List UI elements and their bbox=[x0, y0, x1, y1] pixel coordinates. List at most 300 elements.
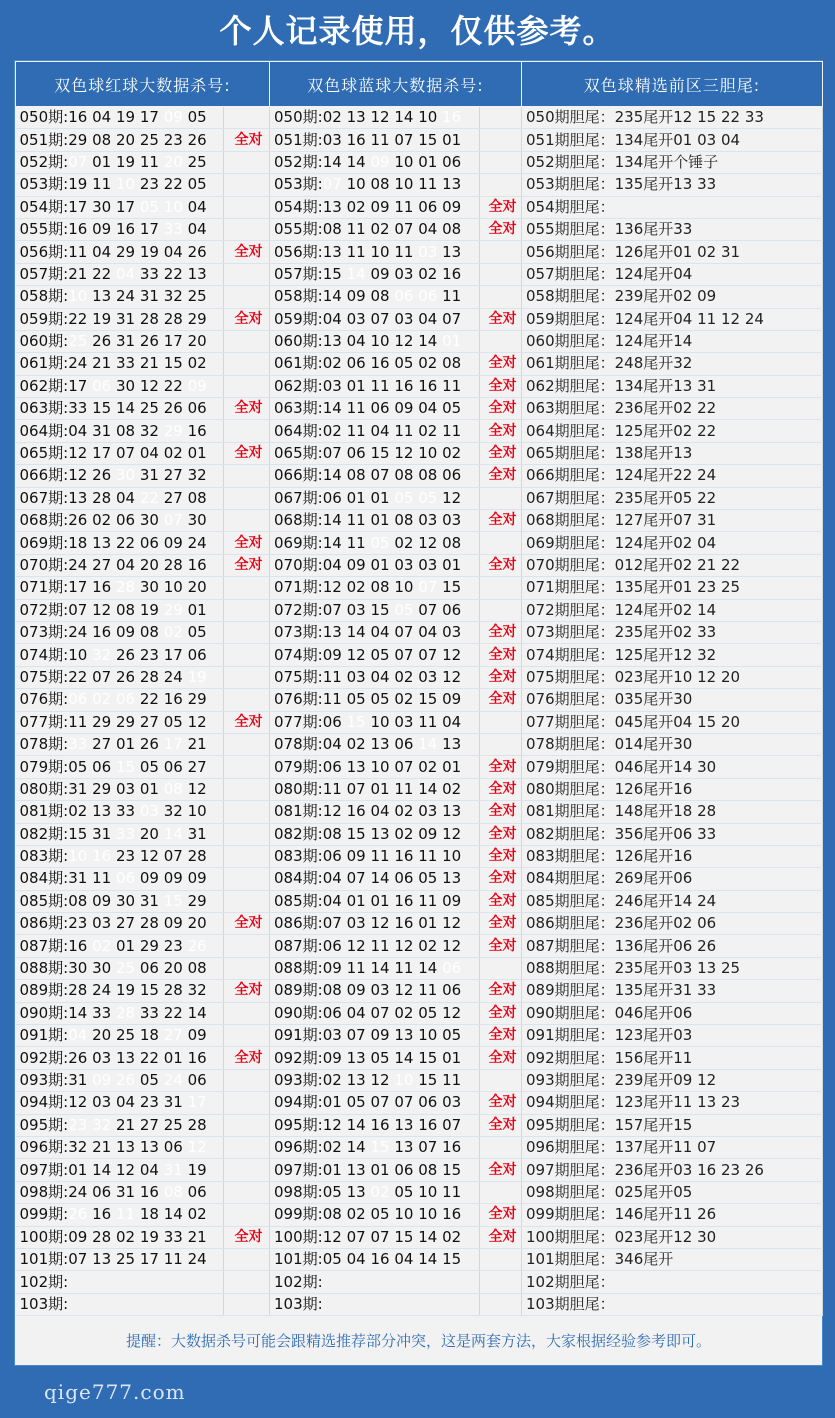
red-issue-label: 071期: bbox=[19, 578, 69, 597]
table-row bbox=[16, 1002, 823, 1024]
red-kill-number: 19 bbox=[187, 667, 207, 686]
red-kill-number: 14 bbox=[68, 1003, 88, 1022]
red-kill-number: 06 bbox=[187, 399, 207, 418]
blue-kill-cell bbox=[270, 890, 480, 912]
red-kill-number: 31 bbox=[115, 332, 136, 351]
red-kill-number: 16 bbox=[187, 556, 207, 574]
blue-kill-number: 10 bbox=[418, 1026, 438, 1045]
red-kill-number: 27 bbox=[163, 466, 183, 485]
red-kill-cell bbox=[16, 151, 224, 173]
table-row bbox=[16, 1248, 823, 1270]
red-kill-cell bbox=[16, 353, 224, 375]
blue-issue-label: 083期: bbox=[274, 847, 323, 866]
blue-kill-cell bbox=[270, 442, 480, 464]
tail-pick-cell: 074期胆尾：125尾开12 32 bbox=[522, 644, 823, 666]
blue-kill-number: 15 bbox=[418, 1048, 438, 1067]
table-row bbox=[16, 868, 823, 890]
red-kill-number: 15 bbox=[139, 981, 159, 1000]
red-kill-number: 31 bbox=[68, 1070, 88, 1089]
red-kill-number: 30 bbox=[115, 891, 136, 910]
blue-kill-cell bbox=[270, 465, 480, 487]
blue-kill-number: 02 bbox=[370, 1182, 390, 1201]
red-kill-number: 11 bbox=[92, 869, 112, 888]
red-kill-number: 30 bbox=[92, 959, 112, 978]
blue-all-correct-mark: 全对 bbox=[480, 196, 522, 218]
red-kill-cell bbox=[16, 1204, 224, 1226]
red-issue-label: 066期: bbox=[19, 466, 69, 485]
blue-kill-number: 09 bbox=[370, 264, 390, 283]
blue-kill-number: 04 bbox=[418, 399, 438, 418]
red-all-correct-mark bbox=[224, 599, 270, 621]
blue-issue-label: 096期: bbox=[274, 1138, 323, 1157]
tail-pick-cell: 065期胆尾：138尾开13 bbox=[522, 442, 823, 464]
red-kill-cell bbox=[16, 308, 224, 330]
red-kill-number: 31 bbox=[92, 421, 112, 440]
blue-kill-number: 02 bbox=[322, 108, 342, 127]
blue-all-correct-mark: 全对 bbox=[480, 554, 522, 576]
table-row bbox=[16, 801, 823, 823]
blue-kill-number: 06 bbox=[322, 757, 342, 776]
red-kill-number: 31 bbox=[68, 779, 88, 798]
red-issue-label: 055期: bbox=[19, 220, 69, 239]
blue-kill-number: 07 bbox=[346, 1026, 366, 1045]
blue-kill-number: 16 bbox=[394, 891, 414, 910]
red-kill-number: 27 bbox=[163, 1026, 183, 1045]
tail-pick-cell: 079期胆尾：046尾开14 30 bbox=[522, 756, 823, 778]
red-kill-number: 27 bbox=[187, 757, 207, 776]
blue-all-correct-mark: 全对 bbox=[480, 1002, 522, 1024]
blue-kill-number: 07 bbox=[394, 623, 414, 642]
tail-pick-cell: 072期胆尾：124尾开02 14 bbox=[522, 599, 823, 621]
table-row bbox=[16, 151, 823, 173]
red-kill-number: 04 bbox=[115, 1093, 136, 1112]
red-kill-number: 08 bbox=[92, 130, 112, 149]
red-kill-number: 15 bbox=[92, 399, 112, 418]
blue-kill-number: 05 bbox=[370, 1048, 390, 1067]
blue-all-correct-mark: 全对 bbox=[480, 689, 522, 711]
red-kill-number: 23 bbox=[68, 1115, 88, 1134]
blue-issue-label: 072期: bbox=[274, 600, 323, 619]
blue-kill-number: 10 bbox=[370, 757, 390, 776]
blue-kill-cell bbox=[270, 577, 480, 599]
red-all-correct-mark bbox=[224, 890, 270, 912]
red-kill-number: 02 bbox=[68, 802, 88, 821]
red-kill-number: 14 bbox=[115, 399, 136, 418]
blue-kill-number: 06 bbox=[418, 1093, 438, 1112]
red-kill-number: 08 bbox=[187, 488, 207, 507]
blue-kill-number: 04 bbox=[346, 1250, 366, 1269]
red-kill-number: 04 bbox=[92, 108, 112, 127]
table-row bbox=[16, 890, 823, 912]
tail-pick-cell: 087期胆尾：136尾开06 26 bbox=[522, 935, 823, 957]
red-kill-number: 06 bbox=[187, 1182, 207, 1201]
blue-kill-number: 08 bbox=[322, 824, 342, 843]
blue-kill-number: 13 bbox=[394, 1138, 414, 1157]
blue-kill-number: 16 bbox=[418, 376, 438, 395]
red-kill-number: 23 bbox=[163, 130, 183, 149]
blue-kill-number: 04 bbox=[346, 332, 366, 351]
blue-kill-number: 06 bbox=[442, 600, 462, 619]
blue-all-correct-mark: 全对 bbox=[480, 913, 522, 935]
red-all-correct-mark bbox=[224, 1136, 270, 1158]
blue-kill-number: 01 bbox=[370, 779, 390, 798]
red-all-correct-mark bbox=[224, 1271, 270, 1293]
table-row bbox=[16, 308, 823, 330]
table-row bbox=[16, 778, 823, 800]
table-row bbox=[16, 957, 823, 979]
blue-kill-number: 10 bbox=[442, 847, 462, 866]
blue-kill-number: 13 bbox=[370, 824, 390, 843]
red-kill-number: 03 bbox=[92, 1093, 112, 1112]
blue-kill-number: 06 bbox=[346, 444, 366, 463]
red-issue-label: 074期: bbox=[19, 645, 69, 664]
blue-kill-cell bbox=[270, 711, 480, 733]
red-kill-number: 22 bbox=[163, 376, 183, 395]
blue-kill-cell bbox=[270, 308, 480, 330]
red-kill-number: 30 bbox=[187, 511, 207, 530]
red-kill-number: 31 bbox=[92, 824, 112, 843]
red-kill-number: 25 bbox=[187, 152, 207, 171]
blue-all-correct-mark: 全对 bbox=[480, 442, 522, 464]
blue-kill-cell bbox=[270, 1226, 480, 1248]
blue-kill-cell bbox=[270, 420, 480, 442]
red-kill-number: 17 bbox=[139, 220, 159, 239]
red-kill-number: 33 bbox=[139, 264, 159, 283]
red-kill-number: 08 bbox=[115, 421, 136, 440]
red-kill-number: 02 bbox=[163, 444, 183, 463]
red-all-correct-mark bbox=[224, 666, 270, 688]
red-issue-label: 065期: bbox=[19, 444, 69, 463]
tail-pick-cell: 076期胆尾：035尾开30 bbox=[522, 689, 823, 711]
blue-kill-number: 07 bbox=[442, 1115, 462, 1134]
blue-all-correct-mark bbox=[480, 599, 522, 621]
red-all-correct-mark: 全对 bbox=[224, 1226, 270, 1248]
blue-kill-number: 04 bbox=[394, 1250, 414, 1269]
blue-kill-number: 01 bbox=[418, 152, 438, 171]
red-kill-number: 31 bbox=[115, 1182, 136, 1201]
red-kill-number: 18 bbox=[139, 1205, 159, 1224]
red-kill-number: 04 bbox=[115, 488, 136, 507]
blue-kill-number: 11 bbox=[322, 779, 342, 798]
blue-kill-number: 06 bbox=[418, 287, 438, 306]
blue-kill-number: 07 bbox=[370, 309, 390, 328]
red-kill-number: 25 bbox=[139, 399, 159, 418]
blue-kill-number: 02 bbox=[418, 757, 438, 776]
red-kill-number: 21 bbox=[187, 1227, 207, 1246]
blue-issue-label: 052期: bbox=[274, 152, 323, 171]
red-kill-number: 25 bbox=[115, 1250, 136, 1269]
blue-kill-number: 04 bbox=[322, 309, 342, 328]
blue-kill-number: 12 bbox=[322, 578, 342, 597]
red-kill-number: 09 bbox=[92, 1070, 112, 1089]
blue-kill-number: 02 bbox=[394, 1003, 414, 1022]
red-all-correct-mark bbox=[224, 286, 270, 308]
red-issue-label: 084期: bbox=[19, 869, 69, 888]
red-kill-number: 29 bbox=[68, 130, 88, 149]
red-kill-cell bbox=[16, 577, 224, 599]
blue-all-correct-mark: 全对 bbox=[480, 621, 522, 643]
red-kill-number: 13 bbox=[115, 1048, 136, 1067]
blue-all-correct-mark: 全对 bbox=[480, 1114, 522, 1136]
table-row bbox=[16, 442, 823, 464]
blue-issue-label: 093期: bbox=[274, 1070, 323, 1089]
red-kill-number: 19 bbox=[139, 242, 159, 261]
red-kill-number: 23 bbox=[163, 936, 183, 955]
blue-kill-number: 02 bbox=[394, 533, 414, 552]
red-issue-label: 095期: bbox=[19, 1115, 69, 1134]
red-kill-number: 16 bbox=[68, 108, 88, 127]
red-kill-number: 08 bbox=[187, 959, 207, 978]
blue-kill-cell bbox=[270, 286, 480, 308]
red-kill-number: 28 bbox=[115, 1003, 136, 1022]
blue-kill-number: 09 bbox=[346, 847, 366, 866]
red-kill-number: 27 bbox=[115, 914, 136, 933]
blue-kill-number: 05 bbox=[322, 1250, 342, 1269]
blue-kill-number: 06 bbox=[394, 869, 414, 888]
red-kill-number: 29 bbox=[163, 600, 183, 619]
blue-all-correct-mark bbox=[480, 1248, 522, 1270]
blue-kill-number: 16 bbox=[442, 108, 462, 127]
blue-kill-number: 07 bbox=[370, 1003, 390, 1022]
red-kill-number: 06 bbox=[163, 757, 183, 776]
blue-kill-number: 14 bbox=[346, 264, 366, 283]
blue-issue-label: 073期: bbox=[274, 623, 323, 642]
blue-kill-number: 14 bbox=[418, 1250, 438, 1269]
red-kill-cell bbox=[16, 868, 224, 890]
red-kill-number: 26 bbox=[115, 645, 136, 664]
red-kill-cell bbox=[16, 196, 224, 218]
red-kill-number: 16 bbox=[115, 220, 136, 239]
red-kill-number: 28 bbox=[139, 667, 159, 686]
red-kill-number: 06 bbox=[92, 1182, 112, 1201]
red-kill-number: 20 bbox=[163, 152, 183, 171]
red-all-correct-mark bbox=[224, 935, 270, 957]
red-kill-cell bbox=[16, 263, 224, 285]
red-kill-number: 25 bbox=[68, 332, 88, 351]
red-kill-number: 10 bbox=[163, 197, 183, 216]
blue-issue-label: 056期: bbox=[274, 242, 323, 261]
blue-kill-number: 05 bbox=[394, 600, 414, 619]
red-kill-cell bbox=[16, 1114, 224, 1136]
blue-all-correct-mark: 全对 bbox=[480, 420, 522, 442]
red-kill-number: 29 bbox=[163, 421, 183, 440]
red-kill-number: 29 bbox=[187, 891, 207, 910]
blue-kill-number: 04 bbox=[322, 891, 342, 910]
blue-all-correct-mark: 全对 bbox=[480, 375, 522, 397]
blue-kill-number: 16 bbox=[370, 1250, 390, 1269]
blue-kill-number: 09 bbox=[370, 197, 390, 216]
blue-kill-cell bbox=[270, 487, 480, 509]
red-kill-number: 04 bbox=[187, 197, 207, 216]
red-kill-number: 16 bbox=[92, 578, 112, 597]
red-issue-label: 098期: bbox=[19, 1182, 69, 1201]
blue-kill-number: 11 bbox=[418, 891, 438, 910]
red-kill-cell bbox=[16, 689, 224, 711]
red-kill-number: 06 bbox=[187, 645, 207, 664]
red-issue-label: 089期: bbox=[19, 981, 69, 1000]
blue-kill-number: 11 bbox=[418, 175, 438, 194]
blue-kill-number: 13 bbox=[394, 1026, 414, 1045]
blue-kill-number: 11 bbox=[442, 1070, 462, 1089]
red-kill-cell bbox=[16, 935, 224, 957]
red-kill-number: 06 bbox=[163, 1138, 183, 1157]
blue-issue-label: 060期: bbox=[274, 332, 323, 351]
red-kill-number: 02 bbox=[92, 690, 112, 709]
blue-kill-number: 14 bbox=[394, 1048, 414, 1067]
red-kill-number: 17 bbox=[187, 1093, 207, 1112]
blue-kill-number: 10 bbox=[418, 1182, 438, 1201]
table-row bbox=[16, 465, 823, 487]
blue-kill-cell bbox=[270, 644, 480, 666]
blue-all-correct-mark bbox=[480, 1181, 522, 1203]
red-all-correct-mark bbox=[224, 689, 270, 711]
blue-kill-number: 04 bbox=[322, 556, 342, 574]
blue-kill-number: 01 bbox=[442, 332, 462, 351]
red-issue-label: 067期: bbox=[19, 488, 69, 507]
blue-issue-label: 067期: bbox=[274, 488, 323, 507]
blue-kill-number: 04 bbox=[370, 421, 390, 440]
blue-kill-number: 14 bbox=[322, 399, 342, 418]
red-issue-label: 097期: bbox=[19, 1160, 69, 1179]
red-kill-cell bbox=[16, 845, 224, 867]
red-kill-number: 07 bbox=[68, 600, 88, 619]
red-kill-number: 29 bbox=[187, 690, 207, 709]
red-kill-number: 26 bbox=[187, 242, 207, 261]
red-kill-number: 10 bbox=[68, 287, 88, 306]
red-kill-number: 10 bbox=[187, 802, 207, 821]
red-issue-label: 072期: bbox=[19, 600, 69, 619]
blue-kill-number: 02 bbox=[346, 1205, 366, 1224]
blue-all-correct-mark: 全对 bbox=[480, 666, 522, 688]
blue-all-correct-mark: 全对 bbox=[480, 823, 522, 845]
table-row bbox=[16, 398, 823, 420]
red-issue-label: 054期: bbox=[19, 197, 69, 216]
red-kill-cell bbox=[16, 599, 224, 621]
blue-kill-number: 13 bbox=[322, 242, 342, 261]
blue-kill-number: 11 bbox=[442, 421, 462, 440]
tail-pick-cell: 052期胆尾：134尾开个锤子 bbox=[522, 151, 823, 173]
blue-kill-number: 14 bbox=[418, 332, 438, 351]
red-all-correct-mark bbox=[224, 420, 270, 442]
table-row bbox=[16, 218, 823, 240]
tail-pick-cell: 054期胆尾： bbox=[522, 196, 823, 218]
red-kill-number: 26 bbox=[115, 667, 136, 686]
tail-pick-cell: 083期胆尾：126尾开16 bbox=[522, 845, 823, 867]
blue-kill-number: 07 bbox=[322, 444, 342, 463]
red-kill-cell bbox=[16, 1271, 224, 1293]
blue-kill-number: 13 bbox=[346, 1160, 366, 1179]
red-kill-number: 09 bbox=[163, 108, 183, 127]
red-all-correct-mark bbox=[224, 1181, 270, 1203]
red-issue-label: 082期: bbox=[19, 824, 69, 843]
table-row bbox=[16, 353, 823, 375]
blue-kill-number: 05 bbox=[370, 690, 390, 709]
red-kill-number: 13 bbox=[68, 488, 88, 507]
red-kill-number: 12 bbox=[68, 466, 88, 485]
blue-all-correct-mark: 全对 bbox=[480, 218, 522, 240]
red-kill-cell bbox=[16, 465, 224, 487]
blue-kill-number: 11 bbox=[322, 690, 342, 709]
red-all-correct-mark: 全对 bbox=[224, 398, 270, 420]
blue-issue-label: 058期: bbox=[274, 287, 323, 306]
red-kill-number: 26 bbox=[68, 511, 88, 530]
red-kill-number: 30 bbox=[139, 578, 159, 597]
blue-kill-number: 09 bbox=[442, 690, 462, 709]
blue-kill-number: 06 bbox=[346, 354, 366, 373]
blue-kill-number: 11 bbox=[370, 376, 390, 395]
header-row bbox=[16, 62, 823, 107]
red-kill-number: 25 bbox=[187, 287, 207, 306]
red-kill-number: 09 bbox=[68, 1227, 88, 1246]
red-issue-label: 051期: bbox=[19, 130, 69, 149]
blue-all-correct-mark: 全对 bbox=[480, 1159, 522, 1181]
red-all-correct-mark: 全对 bbox=[224, 442, 270, 464]
blue-kill-number: 04 bbox=[418, 623, 438, 642]
table-row bbox=[16, 756, 823, 778]
red-issue-label: 060期: bbox=[19, 332, 69, 351]
red-kill-number: 22 bbox=[115, 533, 136, 552]
red-kill-number: 13 bbox=[187, 264, 207, 283]
red-all-correct-mark: 全对 bbox=[224, 711, 270, 733]
red-issue-label: 062期: bbox=[19, 376, 69, 395]
blue-kill-number: 08 bbox=[418, 1160, 438, 1179]
table-row bbox=[16, 196, 823, 218]
red-kill-number: 11 bbox=[92, 175, 112, 194]
blue-all-correct-mark: 全对 bbox=[480, 353, 522, 375]
red-kill-number: 10 bbox=[68, 645, 88, 664]
blue-kill-number: 13 bbox=[322, 197, 342, 216]
blue-all-correct-mark bbox=[480, 711, 522, 733]
red-kill-number: 23 bbox=[115, 847, 136, 866]
red-kill-cell bbox=[16, 532, 224, 554]
blue-kill-number: 11 bbox=[442, 376, 462, 395]
red-kill-number: 26 bbox=[187, 130, 207, 149]
red-kill-number: 05 bbox=[187, 623, 207, 642]
red-kill-cell bbox=[16, 107, 224, 129]
blue-kill-number: 07 bbox=[370, 466, 390, 485]
blue-kill-number: 12 bbox=[442, 936, 462, 955]
red-kill-number: 21 bbox=[115, 1115, 136, 1134]
blue-kill-number: 09 bbox=[346, 981, 366, 1000]
red-kill-cell bbox=[16, 890, 224, 912]
red-kill-number: 04 bbox=[139, 444, 159, 463]
red-all-correct-mark bbox=[224, 868, 270, 890]
red-all-correct-mark bbox=[224, 1002, 270, 1024]
blue-kill-number: 14 bbox=[346, 152, 366, 171]
tail-pick-cell: 058期胆尾：239尾开02 09 bbox=[522, 286, 823, 308]
red-kill-number: 31 bbox=[139, 287, 159, 306]
blue-kill-cell bbox=[270, 510, 480, 532]
blue-kill-number: 12 bbox=[370, 108, 390, 127]
red-kill-number: 10 bbox=[68, 847, 88, 866]
blue-kill-number: 02 bbox=[346, 578, 366, 597]
blue-kill-number: 11 bbox=[418, 981, 438, 1000]
blue-issue-label: 099期: bbox=[274, 1205, 323, 1224]
blue-kill-cell bbox=[270, 980, 480, 1002]
red-kill-number: 05 bbox=[139, 197, 159, 216]
blue-all-correct-mark bbox=[480, 487, 522, 509]
red-kill-number: 06 bbox=[92, 757, 112, 776]
red-issue-label: 094期: bbox=[19, 1093, 69, 1112]
red-kill-number: 04 bbox=[163, 242, 183, 261]
blue-kill-number: 12 bbox=[442, 824, 462, 843]
blue-kill-number: 13 bbox=[346, 1182, 366, 1201]
blue-kill-number: 07 bbox=[346, 779, 366, 798]
red-kill-number: 08 bbox=[68, 891, 88, 910]
blue-kill-number: 03 bbox=[394, 556, 414, 574]
blue-kill-number: 13 bbox=[442, 735, 462, 754]
tail-pick-cell: 092期胆尾：156尾开11 bbox=[522, 1047, 823, 1069]
